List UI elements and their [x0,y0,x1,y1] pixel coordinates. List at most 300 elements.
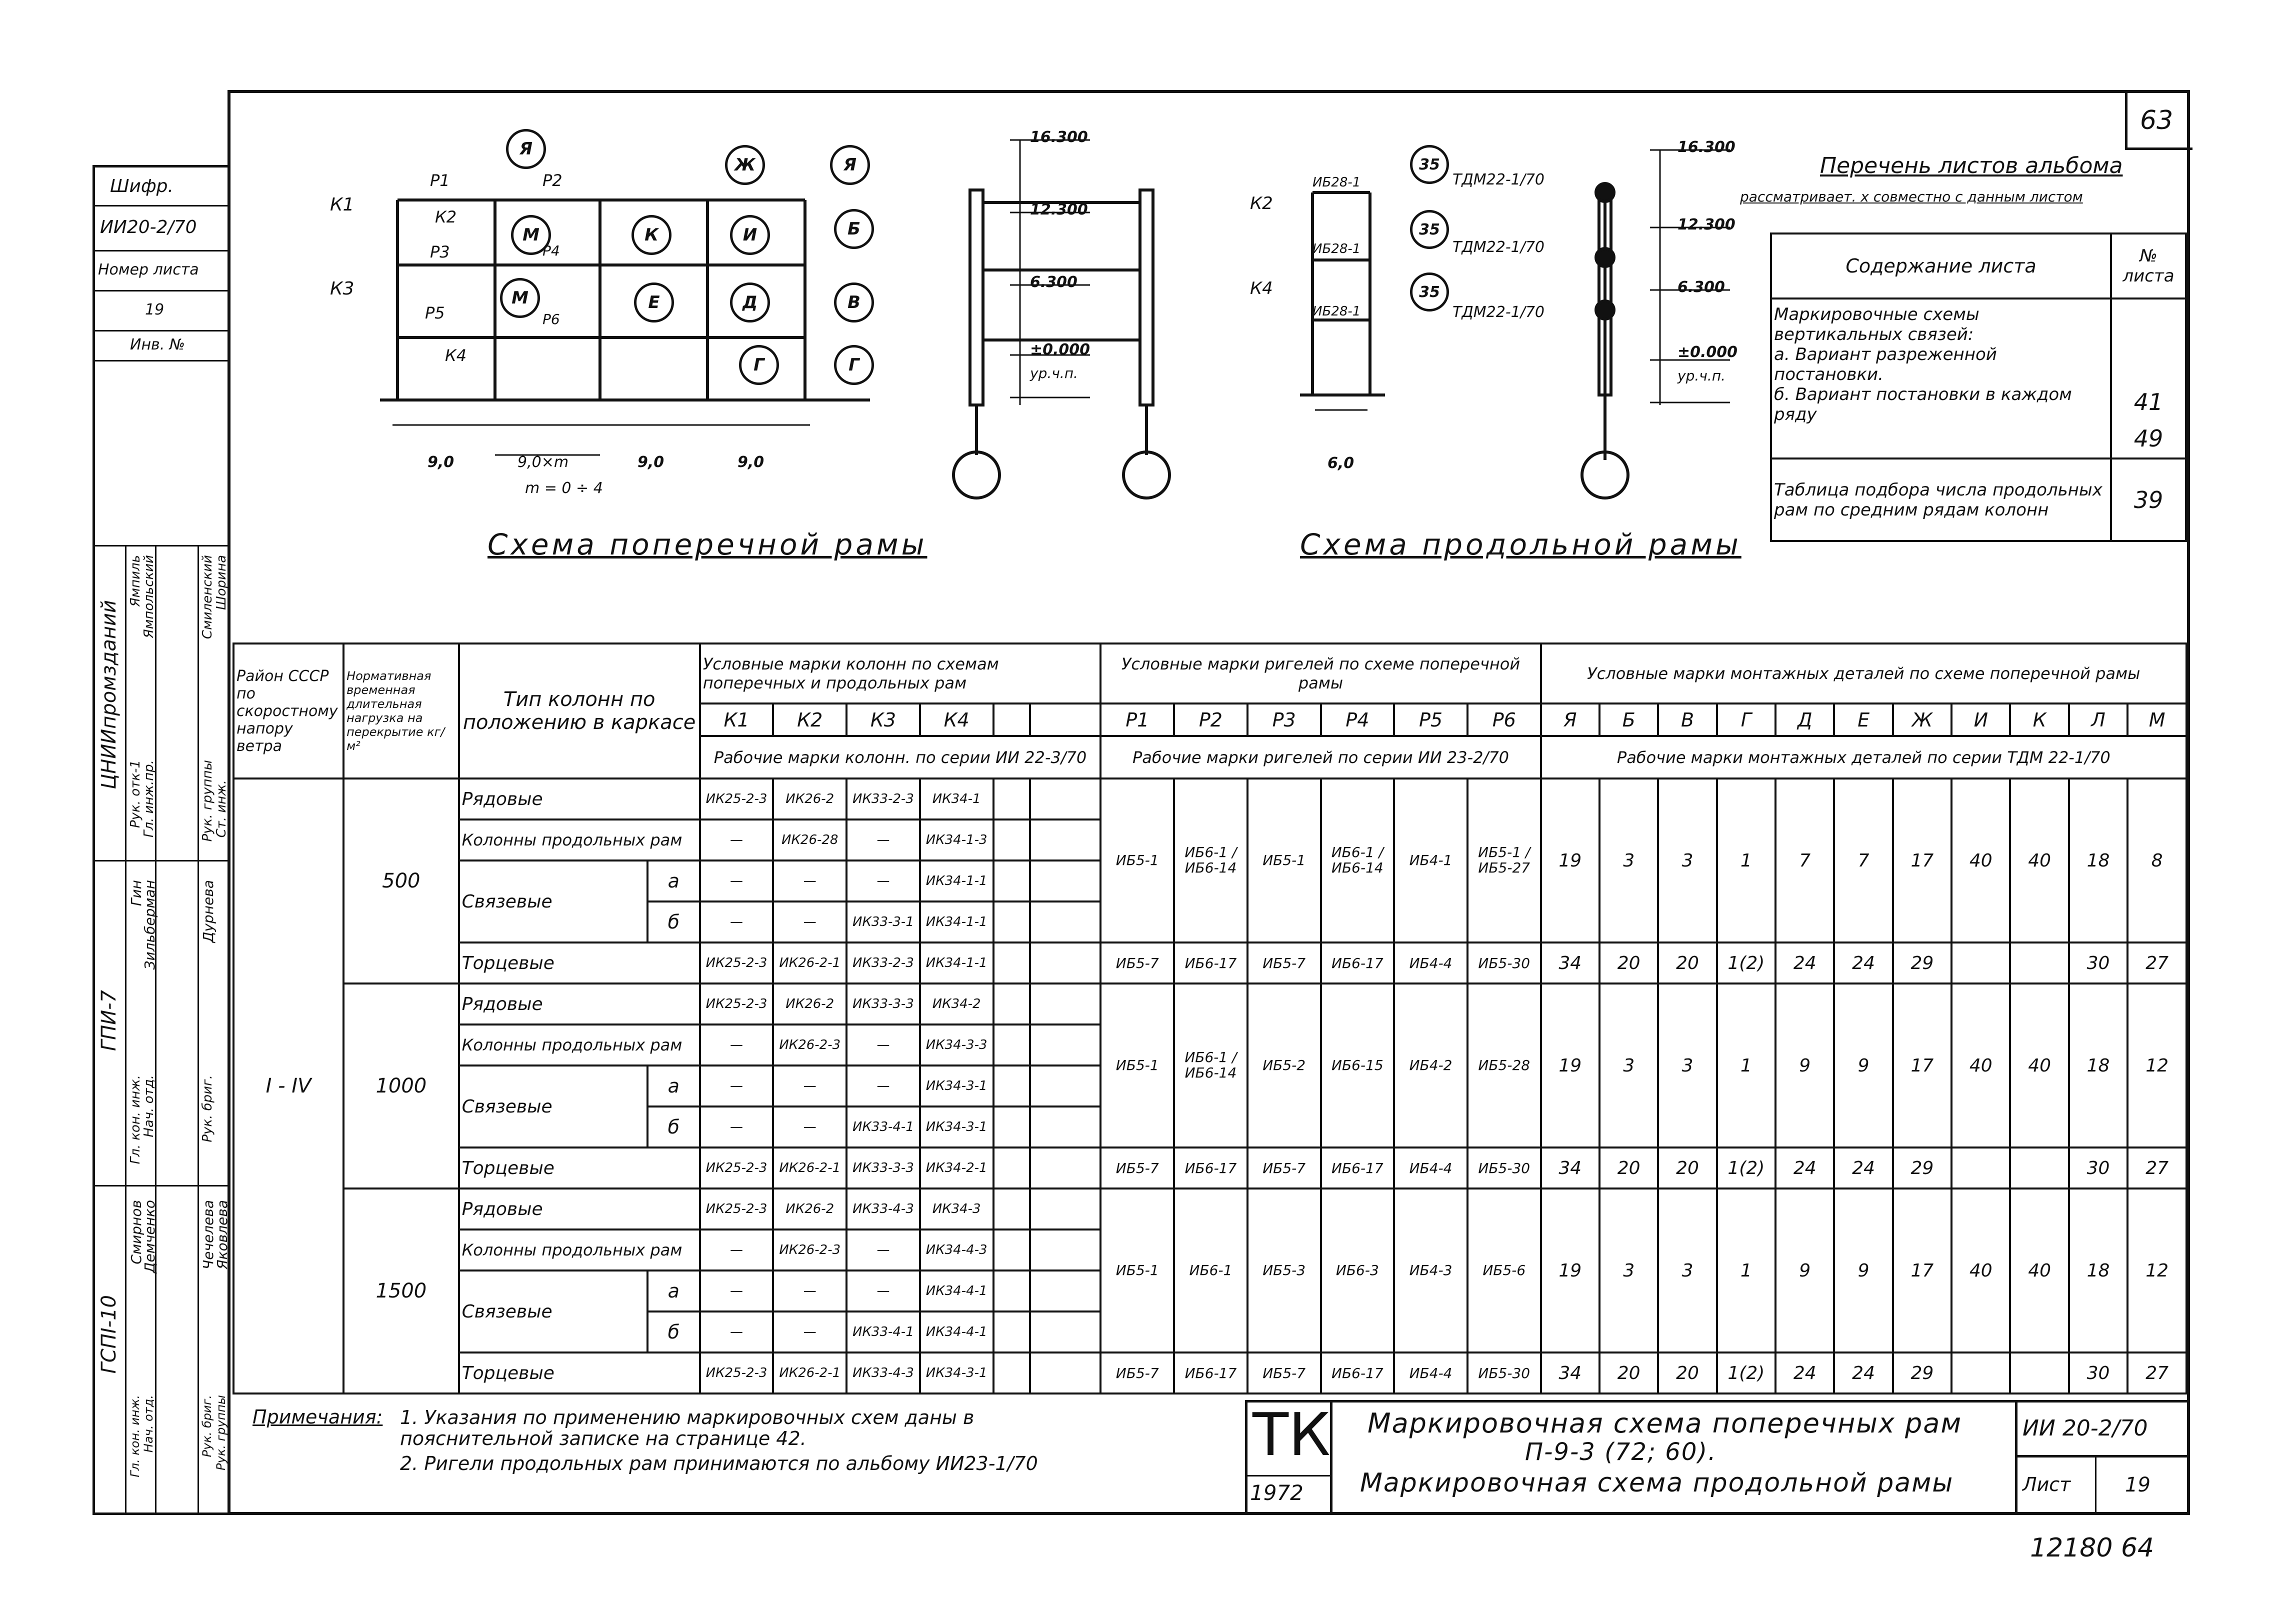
type-cell: Колонны продольных рам [459,1024,700,1066]
detail-mark-cell: 24 [1776,1352,1834,1394]
detail-mark-cell: 9 [1834,1188,1892,1352]
beam-mark-cell: ИБ5-6 [1468,1188,1541,1352]
detail-key: И [1952,704,2010,736]
region-cell: I - IV [234,778,344,1394]
table-row [234,778,2186,820]
stamp-role: Гл. кон. инж. [128,1395,142,1478]
detail-mark-cell: 40 [2010,984,2068,1148]
detail-mark-cell: 40 [1952,1188,2010,1352]
beam-mark-cell: ИБ6-1 / ИБ6-14 [1174,984,1248,1148]
column-mark-cell: — [700,902,774,942]
column-mark-cell: ИК25-2-3 [700,942,774,984]
column-mark-cell: ИК26-2-1 [773,942,846,984]
frame-label: Р4 [542,242,560,259]
stamp-role: Нач. отд. [142,1075,156,1138]
detail-mark-cell: 27 [2128,942,2186,984]
beam-mark-cell: ИБ5-7 [1248,1148,1321,1188]
note-2: 2. Ригели продольных рам принимаются по альбому ИИ23-1/70 [400,1452,1038,1474]
album-row-text: а. Вариант разреженной постановки. [1774,344,1997,384]
level-mark: ±0.000 [1678,344,1738,361]
span-dimension: 9,0×m [518,454,569,471]
frame-label: К3 [330,278,354,299]
span-dimension: 6,0 [1328,454,1354,472]
column-mark-cell: ИК33-4-1 [846,1106,920,1148]
end-elevation-drawing [940,120,1200,515]
album-sheet-value: 49 [2134,425,2164,452]
beam-mark-cell: ИБ6-17 [1174,1148,1248,1188]
tdm-mark: ТДМ22-1/70 [1452,171,1545,188]
stamp-row-line [92,250,228,252]
column-mark-cell: ИК33-3-3 [846,1148,920,1188]
beam-mark-cell: ИБ5-30 [1468,1148,1541,1188]
column-mark-cell: ИК34-3-1 [920,1352,994,1394]
column-mark-cell: ИК34-3 [920,1188,994,1230]
beam-key: Р4 [1321,704,1394,736]
stamp-row-line [92,205,228,206]
column-mark-cell: ИК33-4-3 [846,1352,920,1394]
empty-cell [1030,1188,1101,1230]
column-mark-cell: — [846,1024,920,1066]
type-cell: Связевые [459,1270,648,1352]
stamp-name: Дурнева [200,880,216,943]
column-key: К3 [846,704,920,736]
column-mark-cell: — [773,1270,846,1312]
empty-cell [994,1024,1030,1066]
detail-mark-cell: 3 [1600,778,1658,942]
stamp-cipher-value: ИИ20-2/70 [100,217,197,238]
album-col-content-header: Содержание листа [1771,234,2111,298]
detail-mark-cell: 20 [1658,1352,1716,1394]
detail-mark-cell: 12 [2128,1188,2186,1352]
detail-mark-cell: 3 [1600,984,1658,1148]
beam-mark-cell: ИБ4-1 [1394,778,1468,942]
level-mark: ур.ч.п. [1678,368,1726,384]
tdm-mark: ТДМ22-1/70 [1452,238,1545,256]
type-cell: Колонны продольных рам [459,1230,700,1270]
detail-mark-cell: 24 [1776,942,1834,984]
detail-mark-cell: 30 [2069,1352,2128,1394]
load-cell: 500 [344,778,459,984]
column-key: К1 [700,704,774,736]
beam-mark: ИБ28-1 [1312,242,1361,256]
detail-key: Г [1717,704,1776,736]
detail-mark-cell: 30 [2069,942,2128,984]
album-col-sheet-header: № листа [2111,234,2186,298]
header-beam-series: Рабочие марки ригелей по серии ИИ 23-2/70 [1100,736,1540,778]
stamp-name: Ямпольский [142,555,156,638]
beam-mark-cell: ИБ6-17 [1321,1352,1394,1394]
header-col-series: Рабочие марки колонн. по серии ИИ 22-3/70 [700,736,1101,778]
column-mark-cell: ИК33-4-1 [846,1312,920,1352]
detail-mark-cell: 30 [2069,1148,2128,1188]
top-sheet-number: 63 [2140,106,2174,136]
column-mark-cell: ИК25-2-3 [700,1148,774,1188]
detail-mark-cell: 40 [2010,778,2068,942]
empty-cell [1030,1312,1101,1352]
beam-mark-cell: ИБ5-7 [1100,942,1174,984]
beam-mark-cell: ИБ4-3 [1394,1188,1468,1352]
marker-circle: М [511,215,551,255]
column-mark-cell: ИК26-2 [773,984,846,1024]
marker-circle: Б [834,209,874,249]
column-mark-cell: ИК34-1-1 [920,942,994,984]
sub-cell: а [648,1066,700,1106]
column-mark-cell: ИК34-2 [920,984,994,1024]
detail-mark-cell: 40 [1952,984,2010,1148]
beam-mark-cell: ИБ5-30 [1468,942,1541,984]
note-1: 1. Указания по применению маркировочных схем даны в пояснительной записке на странице 42. [400,1406,974,1450]
bottom-archive-mark: 12180 64 [2030,1533,2154,1563]
header-beam-group: Условные марки ригелей по схеме поперечной рамы [1100,644,1540,704]
stamp-name: Смиленский [200,555,215,640]
marker-circle: Д [730,282,770,322]
type-cell: Торцевые [459,942,700,984]
header-col-group: Условные марки колонн по схемам поперечных и продольных рам [700,644,1101,704]
beam-mark-cell: ИБ6-3 [1321,1188,1394,1352]
detail-mark-cell: 40 [2010,1188,2068,1352]
beam-mark-cell: ИБ5-1 [1100,984,1174,1148]
level-mark: ур.ч.п. [1030,365,1078,382]
column-mark-cell: ИК33-2-3 [846,778,920,820]
detail-mark-cell [1952,1148,2010,1188]
column-mark-cell: ИК34-1 [920,778,994,820]
column-mark-cell: ИК26-2 [773,778,846,820]
stamp-role: Рук. группы [214,1395,228,1470]
detail-mark-cell: 34 [1541,1352,1600,1394]
type-cell: Связевые [459,860,648,942]
column-mark-cell: ИК26-2 [773,1188,846,1230]
detail-mark-cell [2010,1148,2068,1188]
type-cell: Колонны продольных рам [459,820,700,860]
beam-mark-cell: ИБ6-1 / ИБ6-14 [1174,778,1248,942]
detail-mark-cell: 1(2) [1717,1352,1776,1394]
column-mark-cell: — [773,902,846,942]
detail-mark-cell: 19 [1541,984,1600,1148]
stamp-inv-label: Инв. № [130,336,186,354]
empty-cell [994,1270,1030,1312]
column-mark-cell: — [773,860,846,902]
album-row-content [1771,298,2111,458]
stamp-sheet-no-value: 19 [145,301,164,318]
level-mark: 6.300 [1678,278,1725,296]
beam-key: Р6 [1468,704,1541,736]
level-mark: 16.300 [1030,128,1088,146]
marker-circle: И [730,215,770,255]
header-region: Район СССР по скоростному напору ветра [234,644,344,778]
column-mark-cell: ИК34-3-3 [920,1024,994,1066]
column-mark-cell: — [700,1312,774,1352]
beam-mark: ИБ28-1 [1312,175,1361,190]
stamp-role: Гл. инж.пр. [142,760,156,838]
detail-mark-cell: 27 [2128,1352,2186,1394]
empty-cell [1030,778,1101,820]
left-stamp-bottom-line [92,1512,230,1515]
frame-label: Р3 [430,242,450,262]
frame-label: К1 [330,194,354,215]
beam-mark-cell: ИБ4-2 [1394,984,1468,1148]
detail-mark-cell: 29 [1893,1352,1952,1394]
frame-label: Р6 [542,311,560,328]
detail-mark-cell: 9 [1776,1188,1834,1352]
type-cell: Рядовые [459,984,700,1024]
column-mark-cell: ИК34-4-3 [920,1230,994,1270]
detail-mark-cell [1952,942,2010,984]
span-dimension: 9,0 [428,454,454,471]
column-mark-cell: ИК33-3-1 [846,902,920,942]
stamp-name: Ямпиль [128,555,143,607]
title-line-3: Маркировочная схема продольной рамы [1360,1468,1954,1498]
stamp-name: Шорина [214,555,229,610]
empty-cell [994,984,1030,1024]
stamp-name: Чечелева [200,1200,216,1270]
column-mark-cell: — [846,1066,920,1106]
marker-circle: 35 [1410,272,1449,312]
stamp-name: Смирнов [128,1200,144,1264]
detail-mark-cell: 17 [1893,984,1952,1148]
beam-mark-cell: ИБ6-17 [1321,1148,1394,1188]
stamp-name: Зильберман [142,880,158,970]
tdm-mark: ТДМ22-1/70 [1452,304,1545,321]
empty-cell [1030,1270,1101,1312]
album-row-sheet: 39 [2111,458,2186,541]
empty-cell [994,820,1030,860]
empty-cell [1030,1230,1101,1270]
detail-key: В [1658,704,1716,736]
column-mark-cell: ИК33-3-3 [846,984,920,1024]
column-mark-cell: ИК26-2-3 [773,1024,846,1066]
type-cell: Связевые [459,1066,648,1148]
title-block-sheet-value: 19 [2125,1474,2150,1496]
detail-mark-cell: 18 [2069,1188,2128,1352]
detail-mark-cell [1952,1352,2010,1394]
column-mark-cell: — [700,860,774,902]
marker-circle: М [500,278,540,318]
header-type: Тип колонн по положению в каркасе [459,644,700,778]
frame-label: Р2 [542,171,562,190]
empty-cell [994,1106,1030,1148]
beam-mark-cell: ИБ5-2 [1248,984,1321,1148]
header-det-group: Условные марки монтажных деталей по схеме поперечной рамы [1541,644,2186,704]
title-block-code: ИИ 20-2/70 [2022,1416,2148,1441]
column-mark-cell: ИК34-1-1 [920,902,994,942]
sub-cell: а [648,1270,700,1312]
column-mark-cell: ИК25-2-3 [700,1352,774,1394]
sub-cell: б [648,902,700,942]
beam-mark-cell: ИБ4-4 [1394,942,1468,984]
detail-key: Я [1541,704,1600,736]
stamp-role: Гл. кон. инж. [128,1075,143,1164]
detail-mark-cell: 9 [1834,984,1892,1148]
beam-mark-cell: ИБ5-1 [1248,778,1321,942]
table-row [234,1148,2186,1188]
column-mark-cell: ИК34-4-1 [920,1270,994,1312]
detail-mark-cell: 1 [1717,984,1776,1148]
empty-cell [1030,984,1101,1024]
table-row [234,1188,2186,1230]
empty-cell [994,902,1030,942]
marker-circle: Ж [725,145,765,185]
sub-cell: б [648,1312,700,1352]
empty-cell [1030,1106,1101,1148]
stamp-row-line [92,545,228,546]
column-mark-cell: ИК33-4-3 [846,1188,920,1230]
beam-mark-cell: ИБ5-1 [1100,1188,1174,1352]
title-block-sheet-label: Лист [2022,1474,2071,1496]
stamp-block-line [92,1185,228,1186]
marker-circle: Я [830,145,870,185]
beam-mark-cell: ИБ5-3 [1248,1188,1321,1352]
marker-circle: 35 [1410,145,1449,184]
detail-key: Л [2069,704,2128,736]
beam-mark-cell: ИБ5-1 / ИБ5-27 [1468,778,1541,942]
spec-table [232,642,2188,1394]
stamp-name: Яковлева [214,1200,230,1270]
column-key-empty [994,704,1030,736]
beam-key: Р1 [1100,704,1174,736]
stamp-role: Нач. отд. [142,1395,156,1453]
column-mark-cell: — [700,1024,774,1066]
left-stamp-outer-edge [92,165,95,1515]
level-mark: ±0.000 [1030,341,1090,358]
column-mark-cell: — [700,1066,774,1106]
frame-label: К4 [445,346,467,365]
stamp-role: Рук. бриг. [200,1395,214,1458]
detail-mark-cell: 18 [2069,778,2128,942]
empty-cell [1030,902,1101,942]
column-mark-cell: ИК34-2-1 [920,1148,994,1188]
beam-mark-cell: ИБ5-7 [1100,1148,1174,1188]
album-row-sheet [2111,298,2186,458]
marker-circle: В [834,282,874,322]
stamp-row-line [92,360,228,362]
detail-mark-cell: 7 [1834,778,1892,942]
detail-mark-cell: 24 [1834,942,1892,984]
beam-mark-cell: ИБ4-4 [1394,1148,1468,1188]
level-mark: 6.300 [1030,274,1078,291]
marker-circle: 35 [1410,210,1449,249]
beam-mark-cell: ИБ5-7 [1100,1352,1174,1394]
detail-mark-cell: 9 [1776,984,1834,1148]
header-load: Нормативная временная длительная нагрузка на перекрытие кг/м² [344,644,459,778]
marker-circle: Я [506,129,546,169]
detail-mark-cell: 40 [1952,778,2010,942]
column-mark-cell: ИК26-2-1 [773,1352,846,1394]
frame-label: Р5 [425,304,445,322]
album-list-subtitle: рассматривает. х совместно с данным листом [1740,188,2083,205]
type-cell: Торцевые [459,1352,700,1394]
detail-mark-cell: 20 [1600,942,1658,984]
column-mark-cell: — [846,1230,920,1270]
beam-mark-cell: ИБ4-4 [1394,1352,1468,1394]
album-sheet-value: 41 [2134,388,2164,416]
detail-mark-cell: 34 [1541,942,1600,984]
detail-mark-cell [2010,942,2068,984]
title-block-year: 1972 [1250,1480,1304,1505]
detail-mark-cell: 7 [1776,778,1834,942]
column-mark-cell: — [700,1106,774,1148]
beam-mark-cell: ИБ5-30 [1468,1352,1541,1394]
title-line-1: Маркировочная схема поперечных рам [1368,1408,1962,1439]
detail-key: К [2010,704,2068,736]
album-row-content: Таблица подбора числа продольных рам по средним рядам колонн [1771,458,2111,541]
detail-mark-cell: 3 [1658,778,1716,942]
column-mark-cell: ИК34-1-3 [920,820,994,860]
column-mark-cell: — [700,820,774,860]
detail-mark-cell: 1 [1717,1188,1776,1352]
column-mark-cell: — [773,1066,846,1106]
title-block-divider [2095,1455,2096,1515]
column-mark-cell: ИК25-2-3 [700,1188,774,1230]
detail-key: М [2128,704,2186,736]
title-block-divider [1245,1400,1248,1515]
detail-mark-cell: 34 [1541,1148,1600,1188]
detail-mark-cell: 24 [1834,1352,1892,1394]
album-list-title: Перечень листов альбома [1820,153,2123,178]
empty-cell [1030,1352,1101,1394]
type-cell: Рядовые [459,778,700,820]
detail-mark-cell: 3 [1658,984,1716,1148]
sub-cell: б [648,1106,700,1148]
left-stamp-top-line [92,165,230,168]
span-m-note: m = 0 ÷ 4 [525,480,603,497]
column-mark-cell: — [846,860,920,902]
marker-circle: Е [634,282,674,322]
stamp-org-bottom: ГСПI-10 [98,1295,120,1374]
empty-cell [994,1352,1030,1394]
load-cell: 1500 [344,1188,459,1394]
frame-label: К4 [1250,278,1273,298]
beam-key: Р2 [1174,704,1248,736]
detail-mark-cell: 29 [1893,942,1952,984]
stamp-col-line [198,545,199,1512]
detail-mark-cell: 20 [1600,1148,1658,1188]
column-mark-cell: — [700,1230,774,1270]
column-mark-cell: ИК25-2-3 [700,984,774,1024]
stamp-role: Рук. отк-1 [128,760,143,828]
beam-mark: ИБ28-1 [1312,304,1361,319]
marker-circle: Г [739,345,779,385]
column-mark-cell: ИК26-2-1 [773,1148,846,1188]
empty-cell [994,1230,1030,1270]
stamp-row-line [92,290,228,292]
column-mark-cell: — [773,1312,846,1352]
beam-mark-cell: ИБ6-1 / ИБ6-14 [1321,778,1394,942]
detail-key: Ж [1893,704,1952,736]
detail-mark-cell: 29 [1893,1148,1952,1188]
empty-cell [994,778,1030,820]
beam-mark-cell: ИБ5-7 [1248,942,1321,984]
stamp-name: Гин [128,880,144,906]
level-mark: 12.300 [1678,216,1736,234]
detail-mark-cell: 17 [1893,778,1952,942]
column-mark-cell: ИК25-2-3 [700,778,774,820]
beam-mark-cell: ИБ6-17 [1174,942,1248,984]
detail-mark-cell: 1(2) [1717,942,1776,984]
empty-cell [994,1312,1030,1352]
marker-circle: Г [834,345,874,385]
beam-mark-cell: ИБ5-28 [1468,984,1541,1148]
empty-cell [994,1066,1030,1106]
sub-cell: а [648,860,700,902]
detail-mark-cell: 1(2) [1717,1148,1776,1188]
column-mark-cell: ИК34-3-1 [920,1066,994,1106]
column-mark-cell: ИК34-3-1 [920,1106,994,1148]
album-row-text: Маркировочные схемы вертикальных связей: [1774,304,1980,344]
table-row [234,984,2186,1024]
frame-label: Р1 [430,171,450,190]
column-key: К4 [920,704,994,736]
detail-mark-cell: 12 [2128,984,2186,1148]
